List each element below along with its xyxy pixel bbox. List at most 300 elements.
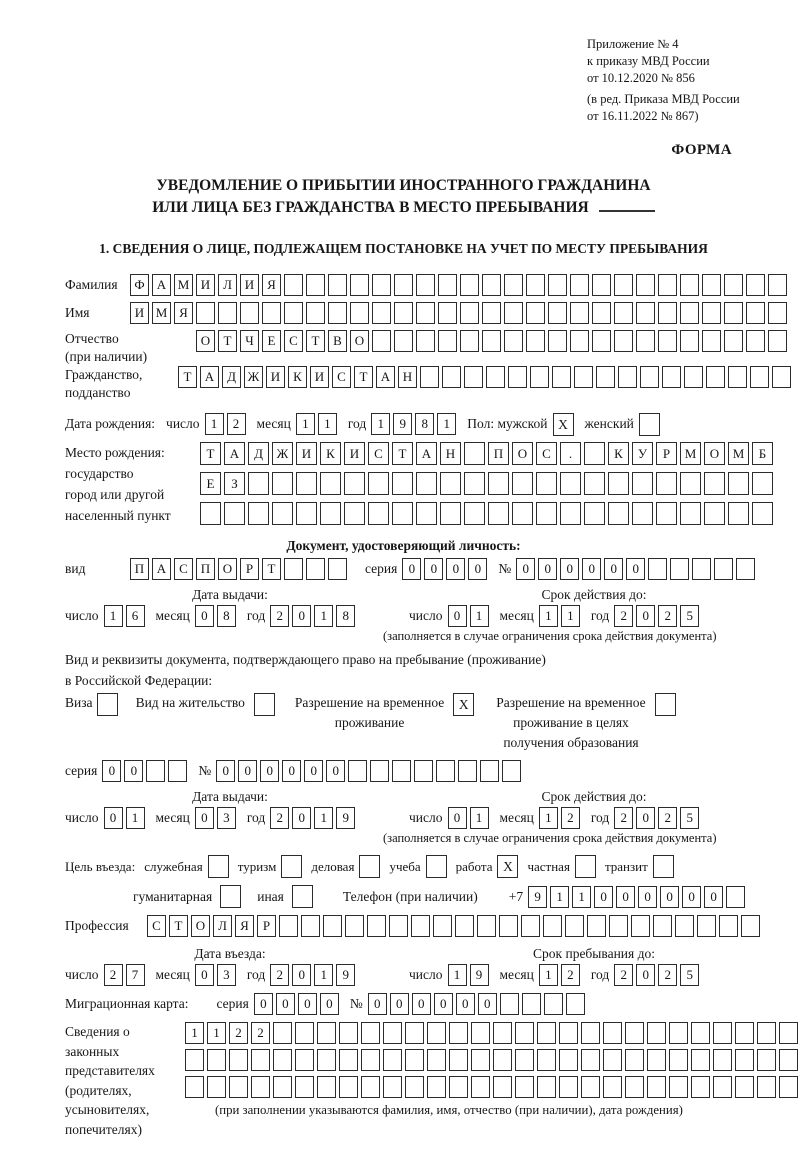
char-cell[interactable]	[464, 502, 485, 525]
char-cell[interactable]: И	[344, 442, 365, 465]
char-cell[interactable]	[460, 330, 479, 352]
char-cell[interactable]	[752, 472, 773, 495]
char-cell[interactable]	[224, 502, 245, 525]
char-cell[interactable]	[295, 1076, 314, 1098]
char-cell[interactable]: 2	[227, 413, 246, 435]
char-cell[interactable]	[656, 502, 677, 525]
char-cell[interactable]	[692, 558, 711, 580]
char-cell[interactable]: 0	[402, 558, 421, 580]
char-cell[interactable]	[675, 915, 694, 937]
char-cell[interactable]	[493, 1049, 512, 1071]
char-cell[interactable]: О	[196, 330, 215, 352]
char-cell[interactable]	[464, 472, 485, 495]
char-cell[interactable]	[728, 366, 747, 388]
char-cell[interactable]	[442, 366, 461, 388]
char-cell[interactable]: К	[288, 366, 307, 388]
char-cell[interactable]: 8	[415, 413, 434, 435]
char-cell[interactable]: 0	[636, 807, 655, 829]
char-cell[interactable]: 9	[393, 413, 412, 435]
char-cell[interactable]	[752, 502, 773, 525]
char-cell[interactable]: Л	[218, 274, 237, 296]
char-cell[interactable]	[464, 366, 483, 388]
char-cell[interactable]: Е	[200, 472, 221, 495]
char-cell[interactable]: Ч	[240, 330, 259, 352]
char-cell[interactable]: 9	[336, 807, 355, 829]
char-cell[interactable]	[560, 472, 581, 495]
purpose-transit-checkbox[interactable]	[653, 855, 674, 878]
char-cell[interactable]	[504, 330, 523, 352]
char-cell[interactable]	[704, 472, 725, 495]
char-cell[interactable]: 1	[318, 413, 337, 435]
char-cell[interactable]: Т	[178, 366, 197, 388]
sex-male-checkbox[interactable]: X	[553, 413, 574, 436]
char-cell[interactable]	[746, 330, 765, 352]
char-cell[interactable]	[526, 330, 545, 352]
char-cell[interactable]	[361, 1049, 380, 1071]
char-cell[interactable]	[438, 302, 457, 324]
char-cell[interactable]	[603, 1022, 622, 1044]
char-cell[interactable]	[240, 302, 259, 324]
char-cell[interactable]	[632, 502, 653, 525]
char-cell[interactable]: М	[680, 442, 701, 465]
char-cell[interactable]	[636, 330, 655, 352]
char-cell[interactable]	[272, 502, 293, 525]
char-cell[interactable]	[185, 1049, 204, 1071]
char-cell[interactable]	[284, 302, 303, 324]
char-cell[interactable]	[339, 1022, 358, 1044]
char-cell[interactable]	[449, 1076, 468, 1098]
char-cell[interactable]: 9	[336, 964, 355, 986]
char-cell[interactable]	[779, 1076, 798, 1098]
sex-female-checkbox[interactable]	[639, 413, 660, 436]
char-cell[interactable]: О	[191, 915, 210, 937]
char-cell[interactable]: 0	[638, 886, 657, 908]
char-cell[interactable]: 0	[434, 993, 453, 1015]
char-cell[interactable]: 0	[448, 605, 467, 627]
char-cell[interactable]	[416, 330, 435, 352]
char-cell[interactable]: П	[488, 442, 509, 465]
char-cell[interactable]	[735, 1076, 754, 1098]
char-cell[interactable]	[537, 1076, 556, 1098]
char-cell[interactable]	[486, 366, 505, 388]
char-cell[interactable]	[200, 502, 221, 525]
char-cell[interactable]	[691, 1022, 710, 1044]
char-cell[interactable]: .	[560, 442, 581, 465]
char-cell[interactable]	[581, 1049, 600, 1071]
char-cell[interactable]	[394, 330, 413, 352]
char-cell[interactable]	[574, 366, 593, 388]
char-cell[interactable]	[543, 915, 562, 937]
char-cell[interactable]	[632, 472, 653, 495]
char-cell[interactable]	[339, 1076, 358, 1098]
char-cell[interactable]: У	[632, 442, 653, 465]
char-cell[interactable]: А	[224, 442, 245, 465]
char-cell[interactable]	[570, 302, 589, 324]
char-cell[interactable]: Ж	[244, 366, 263, 388]
char-cell[interactable]	[488, 472, 509, 495]
char-cell[interactable]: Р	[240, 558, 259, 580]
char-cell[interactable]: 2	[658, 605, 677, 627]
char-cell[interactable]: 1	[448, 964, 467, 986]
char-cell[interactable]: 1	[314, 807, 333, 829]
char-cell[interactable]: Т	[218, 330, 237, 352]
char-cell[interactable]	[592, 274, 611, 296]
char-cell[interactable]: К	[608, 442, 629, 465]
char-cell[interactable]: 0	[195, 807, 214, 829]
char-cell[interactable]: 0	[660, 886, 679, 908]
char-cell[interactable]: В	[328, 330, 347, 352]
char-cell[interactable]	[372, 274, 391, 296]
char-cell[interactable]: 0	[594, 886, 613, 908]
char-cell[interactable]	[361, 1076, 380, 1098]
purpose-work-checkbox[interactable]: X	[497, 855, 518, 878]
char-cell[interactable]: 3	[217, 807, 236, 829]
char-cell[interactable]: 2	[614, 605, 633, 627]
char-cell[interactable]: 5	[680, 807, 699, 829]
char-cell[interactable]: 1	[314, 964, 333, 986]
char-cell[interactable]	[680, 472, 701, 495]
char-cell[interactable]	[658, 330, 677, 352]
char-cell[interactable]: 0	[582, 558, 601, 580]
char-cell[interactable]	[411, 915, 430, 937]
char-cell[interactable]: А	[416, 442, 437, 465]
char-cell[interactable]: 1	[104, 605, 123, 627]
char-cell[interactable]	[768, 302, 787, 324]
char-cell[interactable]	[361, 1022, 380, 1044]
char-cell[interactable]: 0	[260, 760, 279, 782]
char-cell[interactable]: Е	[262, 330, 281, 352]
char-cell[interactable]: С	[332, 366, 351, 388]
char-cell[interactable]	[295, 1022, 314, 1044]
char-cell[interactable]: Н	[440, 442, 461, 465]
char-cell[interactable]	[570, 330, 589, 352]
char-cell[interactable]	[530, 366, 549, 388]
char-cell[interactable]	[436, 760, 455, 782]
char-cell[interactable]: 1	[185, 1022, 204, 1044]
char-cell[interactable]: 1	[539, 964, 558, 986]
char-cell[interactable]: 1	[550, 886, 569, 908]
char-cell[interactable]: 1	[572, 886, 591, 908]
char-cell[interactable]	[736, 558, 755, 580]
char-cell[interactable]	[658, 274, 677, 296]
char-cell[interactable]: 0	[704, 886, 723, 908]
char-cell[interactable]	[229, 1049, 248, 1071]
char-cell[interactable]	[350, 302, 369, 324]
char-cell[interactable]	[670, 558, 689, 580]
char-cell[interactable]	[625, 1049, 644, 1071]
char-cell[interactable]	[684, 366, 703, 388]
char-cell[interactable]	[320, 472, 341, 495]
char-cell[interactable]: 1	[371, 413, 390, 435]
char-cell[interactable]	[680, 502, 701, 525]
char-cell[interactable]: 1	[470, 605, 489, 627]
char-cell[interactable]	[653, 915, 672, 937]
char-cell[interactable]	[724, 330, 743, 352]
char-cell[interactable]	[146, 760, 165, 782]
char-cell[interactable]	[350, 274, 369, 296]
purpose-official-checkbox[interactable]	[208, 855, 229, 878]
char-cell[interactable]	[714, 558, 733, 580]
char-cell[interactable]	[392, 760, 411, 782]
char-cell[interactable]	[719, 915, 738, 937]
char-cell[interactable]	[405, 1022, 424, 1044]
char-cell[interactable]	[306, 302, 325, 324]
char-cell[interactable]	[306, 274, 325, 296]
char-cell[interactable]: Т	[354, 366, 373, 388]
temp-permit-checkbox[interactable]: X	[453, 693, 474, 716]
char-cell[interactable]: 0	[254, 993, 273, 1015]
char-cell[interactable]: 0	[616, 886, 635, 908]
char-cell[interactable]: К	[320, 442, 341, 465]
char-cell[interactable]: Л	[213, 915, 232, 937]
char-cell[interactable]	[515, 1049, 534, 1071]
char-cell[interactable]: 1	[207, 1022, 226, 1044]
char-cell[interactable]	[522, 993, 541, 1015]
char-cell[interactable]: 0	[446, 558, 465, 580]
char-cell[interactable]: 0	[276, 993, 295, 1015]
char-cell[interactable]	[548, 274, 567, 296]
char-cell[interactable]	[368, 502, 389, 525]
char-cell[interactable]: 0	[320, 993, 339, 1015]
char-cell[interactable]	[559, 1049, 578, 1071]
char-cell[interactable]	[416, 302, 435, 324]
char-cell[interactable]	[508, 366, 527, 388]
char-cell[interactable]	[515, 1076, 534, 1098]
char-cell[interactable]: С	[284, 330, 303, 352]
char-cell[interactable]	[512, 472, 533, 495]
char-cell[interactable]	[372, 302, 391, 324]
char-cell[interactable]	[779, 1049, 798, 1071]
char-cell[interactable]	[603, 1049, 622, 1071]
char-cell[interactable]: 0	[456, 993, 475, 1015]
char-cell[interactable]	[584, 502, 605, 525]
char-cell[interactable]	[768, 330, 787, 352]
char-cell[interactable]	[656, 472, 677, 495]
char-cell[interactable]	[560, 502, 581, 525]
char-cell[interactable]	[440, 472, 461, 495]
char-cell[interactable]: 2	[561, 964, 580, 986]
char-cell[interactable]: Я	[174, 302, 193, 324]
char-cell[interactable]	[592, 302, 611, 324]
char-cell[interactable]	[669, 1022, 688, 1044]
char-cell[interactable]	[317, 1076, 336, 1098]
char-cell[interactable]: А	[152, 274, 171, 296]
char-cell[interactable]	[272, 472, 293, 495]
char-cell[interactable]	[724, 274, 743, 296]
char-cell[interactable]	[500, 993, 519, 1015]
char-cell[interactable]: 2	[658, 807, 677, 829]
char-cell[interactable]: Я	[262, 274, 281, 296]
char-cell[interactable]	[405, 1049, 424, 1071]
char-cell[interactable]	[440, 502, 461, 525]
char-cell[interactable]: Д	[222, 366, 241, 388]
char-cell[interactable]	[587, 915, 606, 937]
char-cell[interactable]	[471, 1076, 490, 1098]
char-cell[interactable]	[757, 1076, 776, 1098]
char-cell[interactable]	[526, 274, 545, 296]
char-cell[interactable]: 0	[238, 760, 257, 782]
char-cell[interactable]: О	[218, 558, 237, 580]
char-cell[interactable]	[344, 502, 365, 525]
char-cell[interactable]: 0	[626, 558, 645, 580]
char-cell[interactable]	[394, 274, 413, 296]
char-cell[interactable]: О	[350, 330, 369, 352]
char-cell[interactable]	[416, 274, 435, 296]
char-cell[interactable]	[367, 915, 386, 937]
char-cell[interactable]: 1	[437, 413, 456, 435]
char-cell[interactable]: 0	[538, 558, 557, 580]
char-cell[interactable]	[735, 1022, 754, 1044]
char-cell[interactable]	[488, 502, 509, 525]
char-cell[interactable]: 2	[614, 807, 633, 829]
char-cell[interactable]	[207, 1049, 226, 1071]
char-cell[interactable]: Ф	[130, 274, 149, 296]
char-cell[interactable]: П	[130, 558, 149, 580]
char-cell[interactable]	[471, 1022, 490, 1044]
purpose-business-checkbox[interactable]	[359, 855, 380, 878]
char-cell[interactable]	[433, 915, 452, 937]
char-cell[interactable]	[504, 274, 523, 296]
char-cell[interactable]	[614, 330, 633, 352]
char-cell[interactable]	[499, 915, 518, 937]
edu-permit-checkbox[interactable]	[655, 693, 676, 716]
char-cell[interactable]	[427, 1022, 446, 1044]
char-cell[interactable]	[416, 472, 437, 495]
char-cell[interactable]	[592, 330, 611, 352]
char-cell[interactable]: 0	[124, 760, 143, 782]
char-cell[interactable]: 7	[126, 964, 145, 986]
char-cell[interactable]	[728, 472, 749, 495]
char-cell[interactable]: 8	[217, 605, 236, 627]
purpose-tourism-checkbox[interactable]	[281, 855, 302, 878]
char-cell[interactable]	[614, 302, 633, 324]
char-cell[interactable]: Д	[248, 442, 269, 465]
char-cell[interactable]	[295, 1049, 314, 1071]
char-cell[interactable]: Я	[235, 915, 254, 937]
char-cell[interactable]: 0	[292, 605, 311, 627]
char-cell[interactable]	[702, 330, 721, 352]
char-cell[interactable]	[647, 1049, 666, 1071]
char-cell[interactable]	[449, 1022, 468, 1044]
char-cell[interactable]	[248, 502, 269, 525]
char-cell[interactable]: Ж	[272, 442, 293, 465]
char-cell[interactable]: Н	[398, 366, 417, 388]
char-cell[interactable]: И	[196, 274, 215, 296]
char-cell[interactable]: 1	[539, 807, 558, 829]
char-cell[interactable]: С	[368, 442, 389, 465]
char-cell[interactable]	[609, 915, 628, 937]
char-cell[interactable]	[284, 558, 303, 580]
char-cell[interactable]	[702, 302, 721, 324]
char-cell[interactable]	[328, 274, 347, 296]
char-cell[interactable]	[273, 1049, 292, 1071]
char-cell[interactable]	[584, 442, 605, 465]
char-cell[interactable]	[372, 330, 391, 352]
char-cell[interactable]: 0	[104, 807, 123, 829]
char-cell[interactable]	[697, 915, 716, 937]
char-cell[interactable]	[691, 1076, 710, 1098]
char-cell[interactable]: 1	[296, 413, 315, 435]
char-cell[interactable]	[296, 472, 317, 495]
purpose-other-checkbox[interactable]	[292, 885, 313, 908]
char-cell[interactable]	[427, 1049, 446, 1071]
char-cell[interactable]	[251, 1076, 270, 1098]
char-cell[interactable]	[746, 274, 765, 296]
char-cell[interactable]	[704, 502, 725, 525]
char-cell[interactable]	[566, 993, 585, 1015]
char-cell[interactable]	[438, 330, 457, 352]
char-cell[interactable]: С	[536, 442, 557, 465]
char-cell[interactable]	[662, 366, 681, 388]
char-cell[interactable]	[482, 274, 501, 296]
char-cell[interactable]	[536, 472, 557, 495]
char-cell[interactable]: 0	[560, 558, 579, 580]
char-cell[interactable]	[713, 1049, 732, 1071]
char-cell[interactable]	[772, 366, 791, 388]
char-cell[interactable]	[383, 1049, 402, 1071]
char-cell[interactable]	[559, 1076, 578, 1098]
char-cell[interactable]	[735, 1049, 754, 1071]
char-cell[interactable]: 0	[195, 605, 214, 627]
char-cell[interactable]	[416, 502, 437, 525]
char-cell[interactable]: 6	[126, 605, 145, 627]
char-cell[interactable]	[680, 302, 699, 324]
char-cell[interactable]	[449, 1049, 468, 1071]
char-cell[interactable]	[394, 302, 413, 324]
char-cell[interactable]	[502, 760, 521, 782]
char-cell[interactable]	[328, 558, 347, 580]
char-cell[interactable]: 0	[195, 964, 214, 986]
char-cell[interactable]	[713, 1076, 732, 1098]
char-cell[interactable]	[420, 366, 439, 388]
char-cell[interactable]	[728, 502, 749, 525]
char-cell[interactable]: 0	[368, 993, 387, 1015]
char-cell[interactable]	[515, 1022, 534, 1044]
char-cell[interactable]: 0	[298, 993, 317, 1015]
char-cell[interactable]	[702, 274, 721, 296]
char-cell[interactable]	[196, 302, 215, 324]
char-cell[interactable]: 0	[292, 964, 311, 986]
char-cell[interactable]	[559, 1022, 578, 1044]
char-cell[interactable]: И	[130, 302, 149, 324]
char-cell[interactable]: 2	[104, 964, 123, 986]
char-cell[interactable]: 0	[604, 558, 623, 580]
char-cell[interactable]: Р	[656, 442, 677, 465]
char-cell[interactable]	[603, 1076, 622, 1098]
char-cell[interactable]	[636, 274, 655, 296]
char-cell[interactable]: С	[174, 558, 193, 580]
char-cell[interactable]	[168, 760, 187, 782]
char-cell[interactable]: 2	[251, 1022, 270, 1044]
char-cell[interactable]	[669, 1076, 688, 1098]
char-cell[interactable]: 9	[528, 886, 547, 908]
char-cell[interactable]: 0	[516, 558, 535, 580]
char-cell[interactable]: О	[704, 442, 725, 465]
char-cell[interactable]	[248, 472, 269, 495]
char-cell[interactable]: 1	[539, 605, 558, 627]
char-cell[interactable]	[548, 302, 567, 324]
char-cell[interactable]	[460, 302, 479, 324]
char-cell[interactable]	[544, 993, 563, 1015]
char-cell[interactable]: 0	[478, 993, 497, 1015]
char-cell[interactable]	[779, 1022, 798, 1044]
char-cell[interactable]: 1	[205, 413, 224, 435]
residence-permit-checkbox[interactable]	[254, 693, 275, 716]
char-cell[interactable]: П	[196, 558, 215, 580]
char-cell[interactable]	[548, 330, 567, 352]
char-cell[interactable]: Т	[169, 915, 188, 937]
char-cell[interactable]: 3	[217, 964, 236, 986]
